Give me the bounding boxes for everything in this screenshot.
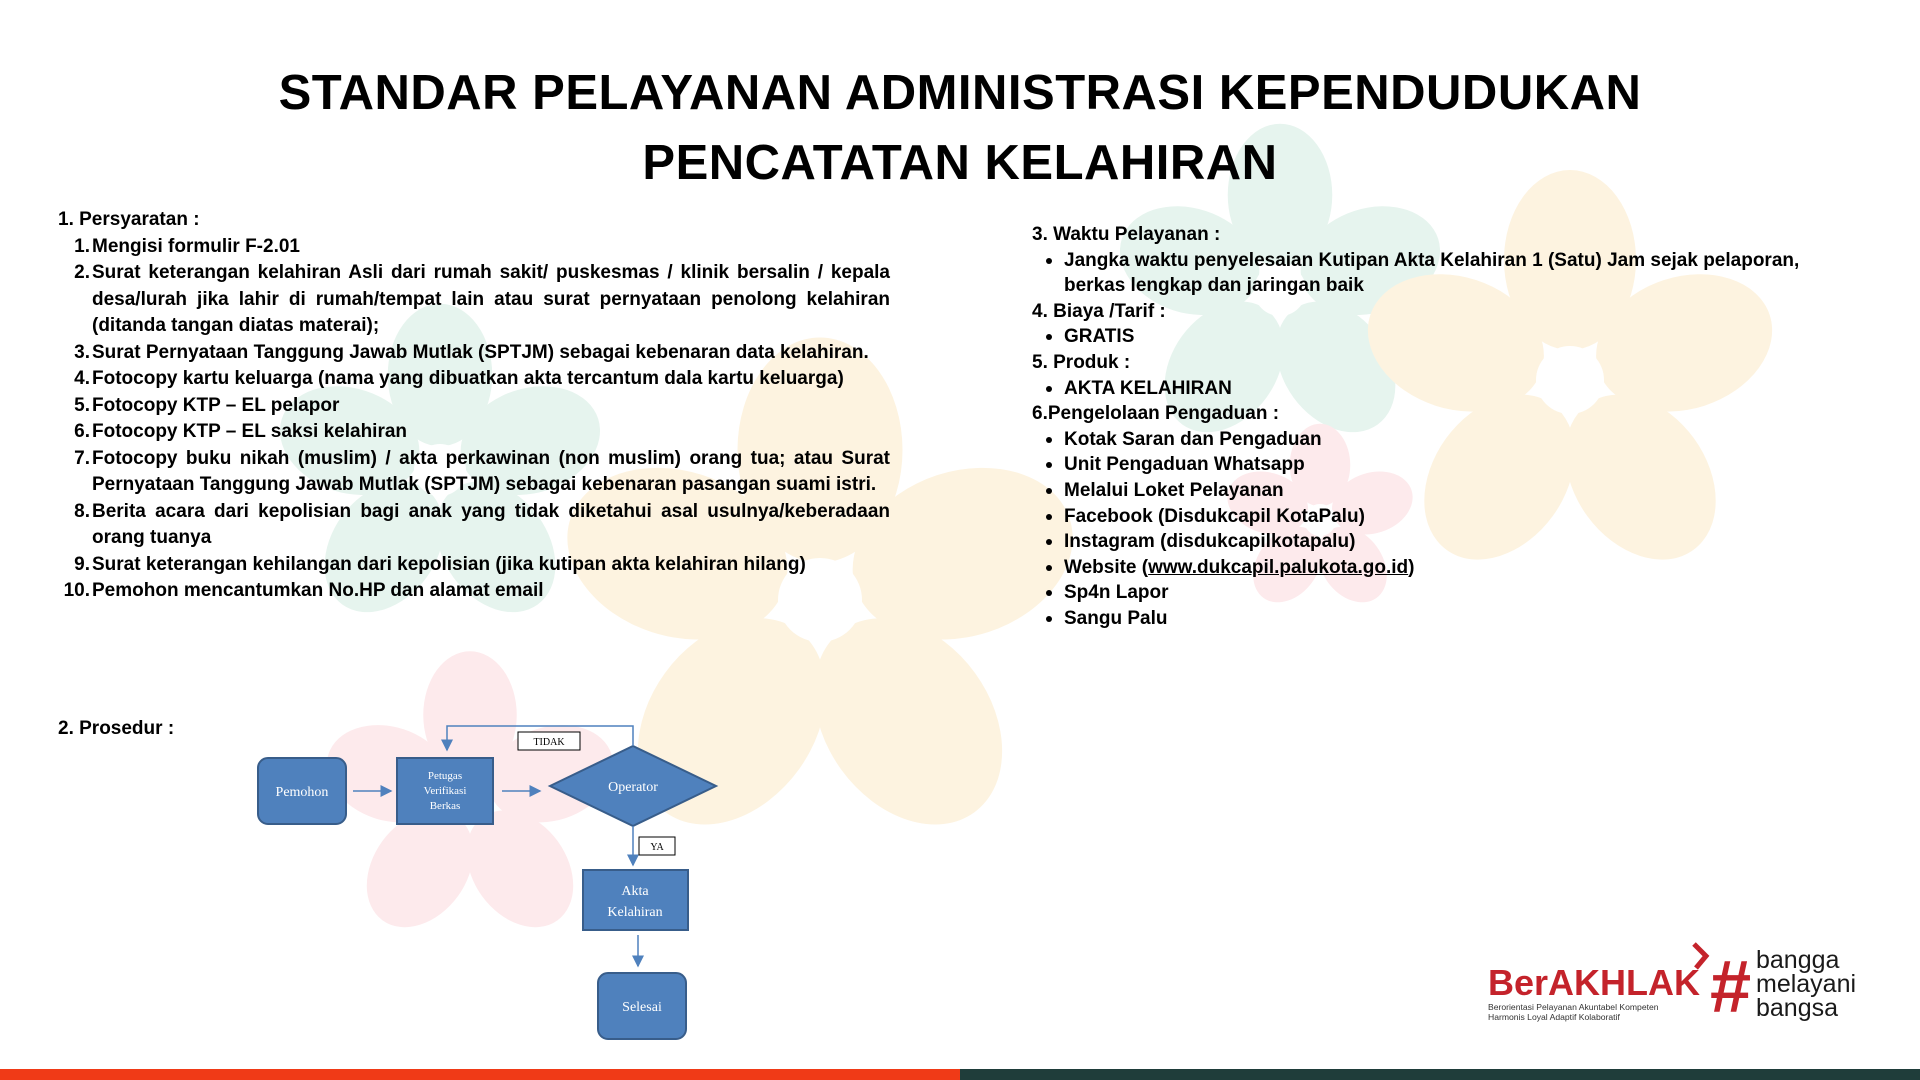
list-item: Fotocopy KTP – EL saksi kelahiran bbox=[92, 421, 408, 442]
flow-label-pemohon: Pemohon bbox=[275, 785, 329, 800]
list-item: Kotak Saran dan Pengaduan bbox=[1064, 427, 1862, 453]
logo-brand: BerAKHLAK bbox=[1488, 962, 1701, 1003]
pengaduan-list bbox=[1032, 427, 1862, 632]
logo-chevron-icon bbox=[1694, 944, 1706, 968]
logo-slogan-2: melayani bbox=[1756, 970, 1857, 998]
list-item: Berita acara dari kepolisian bagi anak yang tidak diketahui asal usulnya/keberadaan orang tuanya bbox=[92, 500, 890, 548]
persyaratan-section bbox=[58, 207, 890, 605]
logo-slogan-1: bangga bbox=[1756, 946, 1840, 974]
list-item: Fotocopy KTP – EL pelapor bbox=[92, 394, 340, 416]
biaya-heading: 4. Biaya /Tarif : bbox=[1032, 300, 1166, 322]
flow-label-ya: YA bbox=[650, 842, 664, 853]
prosedur-heading: 2. Prosedur : bbox=[58, 718, 175, 739]
logo-tagline-1: Berorientasi Pelayanan Akuntabel Kompeten bbox=[1488, 1002, 1659, 1012]
logo-tagline-2: Harmonis Loyal Adaptif Kolaboratif bbox=[1488, 1012, 1620, 1022]
list-item: Fotocopy buku nikah (muslim) / akta perkawinan (non muslim) orang tua; atau Surat Pernyataan Tanggung Jawab Mutlak (SPTJM) sebagai kebenaran pasangan suami istri. bbox=[92, 447, 890, 495]
list-item: Mengisi formulir F-2.01 bbox=[92, 235, 300, 257]
page-title bbox=[0, 58, 1920, 198]
biaya-list bbox=[1032, 324, 1862, 350]
list-item: Melalui Loket Pelayanan bbox=[1064, 478, 1862, 504]
list-item: Surat keterangan kelahiran Asli dari rumah sakit/ puskesmas / klinik bersalin / kepala desa/lurah jika lahir di rumah/tempat lain atau surat pernyataan penolong kelahiran (ditanda tangan diatas materai); bbox=[92, 262, 890, 336]
list-item: GRATIS bbox=[1064, 324, 1862, 350]
flow-label-akta-2: Kelahiran bbox=[607, 905, 663, 920]
flow-node-akta bbox=[583, 870, 688, 930]
info-section bbox=[1032, 222, 1862, 632]
website-suffix: ) bbox=[1408, 556, 1415, 578]
website-prefix: Website ( bbox=[1064, 556, 1149, 578]
flow-label-petugas-1: Petugas bbox=[427, 770, 463, 782]
list-item bbox=[1064, 555, 1862, 581]
flow-label-selesai: Selesai bbox=[622, 1000, 662, 1015]
persyaratan-list bbox=[58, 234, 890, 605]
produk-heading: 5. Produk : bbox=[1032, 351, 1131, 373]
list-item: Sp4n Lapor bbox=[1064, 580, 1862, 606]
page-title-line-1: STANDAR PELAYANAN ADMINISTRASI KEPENDUDUKAN bbox=[278, 66, 1642, 120]
persyaratan-heading: 1. Persyaratan : bbox=[58, 209, 200, 230]
berakhlak-logo bbox=[1488, 940, 1878, 1030]
footer-bar-right bbox=[960, 1069, 1920, 1080]
list-item: Instagram (disdukcapilkotapalu) bbox=[1064, 529, 1862, 555]
list-item: Facebook (Disdukcapil KotaPalu) bbox=[1064, 504, 1862, 530]
list-item: Unit Pengaduan Whatsapp bbox=[1064, 452, 1862, 478]
list-item: AKTA KELAHIRAN bbox=[1064, 376, 1862, 402]
waktu-heading: 3. Waktu Pelayanan : bbox=[1032, 224, 1221, 245]
produk-list bbox=[1032, 376, 1862, 402]
pengaduan-heading: 6.Pengelolaan Pengaduan : bbox=[1032, 403, 1280, 425]
flow-label-petugas-2: Verifikasi bbox=[423, 785, 467, 797]
list-item: Jangka waktu penyelesaian Kutipan Akta Kelahiran 1 (Satu) Jam sejak pelaporan, berkas lengkap dan jaringan baik bbox=[1064, 248, 1862, 299]
list-item: Pemohon mencantumkan No.HP dan alamat email bbox=[92, 580, 544, 601]
prosedur-flowchart bbox=[250, 720, 730, 1045]
flow-label-akta-1: Akta bbox=[621, 884, 649, 899]
flow-label-operator: Operator bbox=[608, 780, 658, 795]
logo-hash: # bbox=[1710, 945, 1752, 1028]
list-item: Sangu Palu bbox=[1064, 606, 1862, 632]
list-item: Surat keterangan kehilangan dari kepolisian (jika kutipan akta kelahiran hilang) bbox=[92, 553, 806, 575]
waktu-list bbox=[1032, 248, 1862, 299]
page-title-line-2: PENCATATAN KELAHIRAN bbox=[642, 136, 1278, 190]
flow-label-tidak: TIDAK bbox=[533, 737, 565, 748]
list-item: Fotocopy kartu keluarga (nama yang dibuatkan akta tercantum dala kartu keluarga) bbox=[92, 368, 844, 389]
website-link[interactable]: www.dukcapil.palukota.go.id bbox=[1148, 556, 1409, 578]
list-item: Surat Pernyataan Tanggung Jawab Mutlak (SPTJM) sebagai kebenaran data kelahiran. bbox=[92, 341, 869, 363]
footer-bar-left bbox=[0, 1069, 960, 1080]
flow-label-petugas-3: Berkas bbox=[429, 800, 461, 812]
logo-slogan-3: bangsa bbox=[1756, 994, 1839, 1022]
